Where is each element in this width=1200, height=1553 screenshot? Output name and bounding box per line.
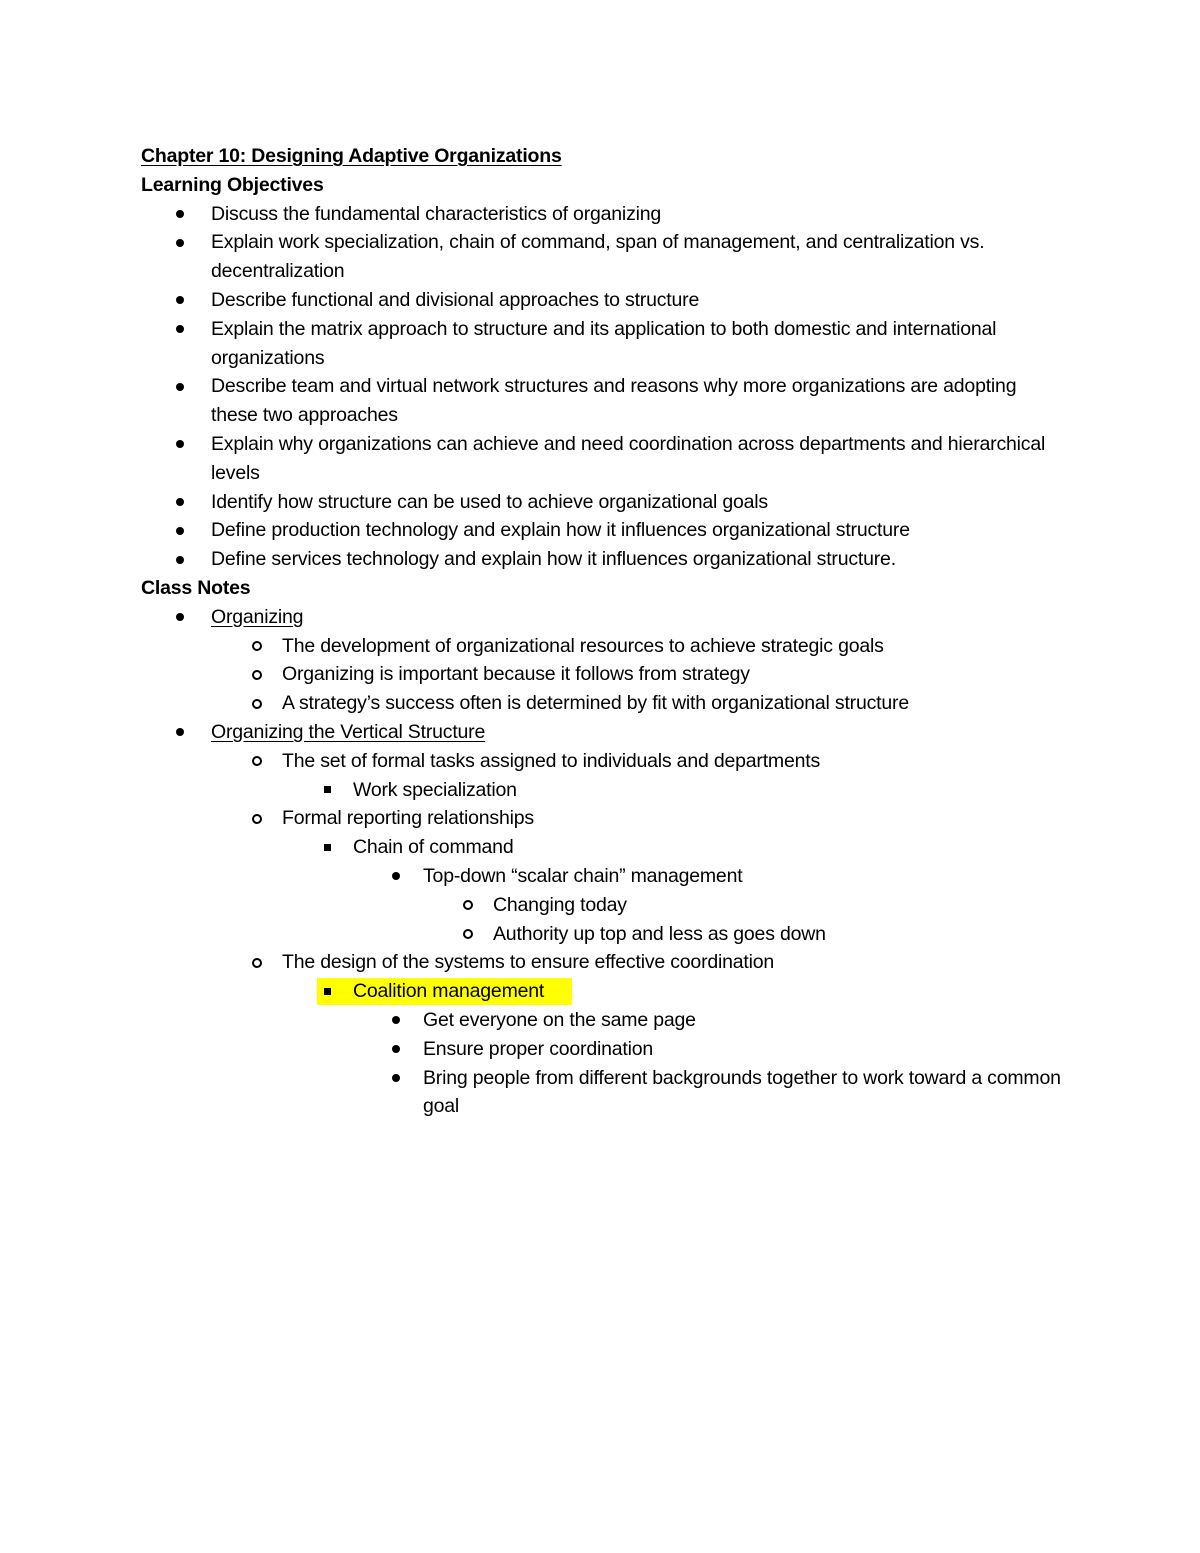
bullet-icon xyxy=(173,516,187,545)
circle-bullet-icon xyxy=(250,632,264,661)
vertical-structure-heading: Organizing the Vertical Structure xyxy=(211,720,486,743)
list-item: Define production technology and explain how it influences organizational structure xyxy=(141,516,1061,545)
learning-objectives-list xyxy=(141,200,1061,574)
list-item: Organizing is important because it follows from strategy xyxy=(141,660,1061,689)
circle-bullet-icon xyxy=(250,689,264,718)
list-item: Describe functional and divisional approaches to structure xyxy=(141,286,1061,315)
bullet-icon xyxy=(173,488,187,517)
list-item: Describe team and virtual network structures and reasons why more organizations are adopting these two approaches xyxy=(141,372,1061,430)
list-item: Authority up top and less as goes down xyxy=(141,920,1061,949)
bullet-icon xyxy=(173,545,187,574)
class-notes-list xyxy=(141,603,1061,1121)
list-item: Bring people from different backgrounds together to work toward a common goal xyxy=(141,1064,1061,1122)
list-item: Ensure proper coordination xyxy=(141,1035,1061,1064)
list-item: Work specialization xyxy=(141,776,1061,805)
learning-objectives-heading: Learning Objectives xyxy=(141,173,324,196)
list-item: Changing today xyxy=(141,891,1061,920)
list-item: Explain the matrix approach to structure and its application to both domestic and international organizations xyxy=(141,315,1061,373)
coalition-management-label: Coalition management xyxy=(353,980,545,1003)
class-notes-heading: Class Notes xyxy=(141,576,251,599)
list-item: Define services technology and explain how it influences organizational structure. xyxy=(141,545,1061,574)
bullet-icon xyxy=(173,603,187,632)
list-item: Formal reporting relationships xyxy=(141,804,1061,833)
square-bullet-icon xyxy=(320,776,334,805)
circle-bullet-icon xyxy=(250,804,264,833)
list-item: The development of organizational resources to achieve strategic goals xyxy=(141,632,1061,661)
list-item xyxy=(141,718,1061,747)
list-item xyxy=(141,603,1061,632)
list-item: A strategy’s success often is determined by fit with organizational structure xyxy=(141,689,1061,718)
circle-bullet-icon xyxy=(461,920,475,949)
list-item: The design of the systems to ensure effective coordination xyxy=(141,948,1061,977)
circle-bullet-icon xyxy=(250,747,264,776)
document-page xyxy=(141,142,1061,1121)
list-item: Top-down “scalar chain” management xyxy=(141,862,1061,891)
bullet-icon xyxy=(389,1006,403,1035)
bullet-icon xyxy=(389,862,403,891)
list-item: Identify how structure can be used to achieve organizational goals xyxy=(141,488,1061,517)
bullet-icon xyxy=(173,200,187,229)
bullet-icon xyxy=(173,372,187,401)
highlighted-list-item xyxy=(141,977,1061,1006)
circle-bullet-icon xyxy=(250,660,264,689)
list-item: Explain work specialization, chain of command, span of management, and centralization vs. decentralization xyxy=(141,228,1061,286)
bullet-icon xyxy=(389,1035,403,1064)
bullet-icon xyxy=(173,228,187,257)
list-item: Discuss the fundamental characteristics of organizing xyxy=(141,200,1061,229)
list-item: Explain why organizations can achieve and need coordination across departments and hierarchical levels xyxy=(141,430,1061,488)
square-bullet-icon xyxy=(320,833,334,862)
bullet-icon xyxy=(173,718,187,747)
circle-bullet-icon xyxy=(461,891,475,920)
bullet-icon xyxy=(389,1064,403,1093)
list-item: Get everyone on the same page xyxy=(141,1006,1061,1035)
bullet-icon xyxy=(173,315,187,344)
list-item: The set of formal tasks assigned to individuals and departments xyxy=(141,747,1061,776)
bullet-icon xyxy=(173,430,187,459)
document-title: Chapter 10: Designing Adaptive Organizations xyxy=(141,145,562,167)
bullet-icon xyxy=(173,286,187,315)
circle-bullet-icon xyxy=(250,948,264,977)
organizing-heading: Organizing xyxy=(211,605,304,628)
square-bullet-icon xyxy=(320,977,334,1006)
list-item: Chain of command xyxy=(141,833,1061,862)
